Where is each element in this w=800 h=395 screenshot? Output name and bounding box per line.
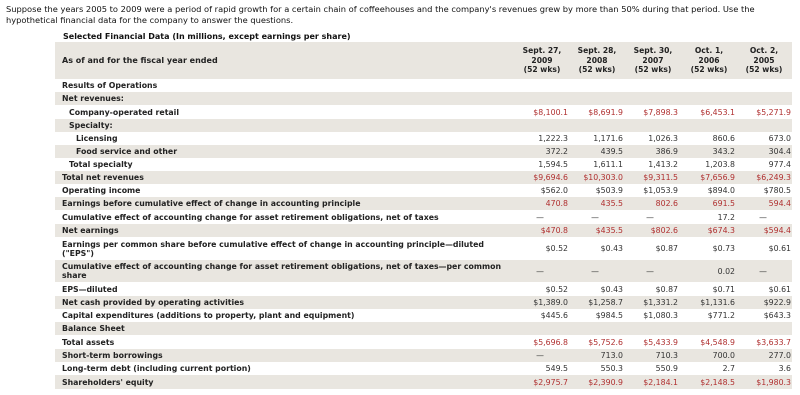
cell-value: 435.5	[600, 199, 623, 208]
table-row	[55, 260, 792, 282]
cell-value: 860.6	[712, 134, 735, 143]
cell-value: 691.5	[712, 199, 735, 208]
cell-value: $984.5	[595, 311, 623, 320]
cell-value: $643.3	[763, 311, 791, 320]
cell-value: 277.0	[768, 351, 791, 360]
cell-value: 0.02	[717, 266, 735, 276]
table-row	[55, 282, 792, 296]
column-header-line: Oct. 2,	[749, 46, 779, 55]
cell-value: 386.9	[655, 147, 678, 156]
column-header-line: 2008	[586, 55, 608, 65]
row-label: Earnings before cumulative effect of change in accounting principle	[62, 199, 361, 208]
table-title: Selected Financial Data (In millions, except earnings per share)	[63, 32, 351, 41]
financial-table	[55, 42, 792, 395]
column-header	[626, 46, 680, 75]
cell-value: $1,131.6	[700, 298, 735, 307]
cell-value: $0.43	[600, 244, 623, 253]
cell-value: $594.4	[763, 226, 791, 235]
cell-value: 802.6	[655, 199, 678, 208]
cell-value: $1,389.0	[533, 298, 568, 307]
column-header-line: (52 wks)	[578, 65, 616, 74]
cell-value: $5,271.9	[756, 107, 791, 117]
row-label: Cumulative effect of accounting change for asset retirement obligations, net of taxes—per common share	[62, 262, 502, 280]
cell-value: $802.6	[650, 226, 678, 235]
row-label: Results of Operations	[62, 81, 158, 90]
cell-value: —	[591, 212, 599, 222]
cell-value: 550.9	[655, 364, 678, 373]
cell-value: 673.0	[768, 134, 791, 143]
row-label: Total net revenues	[62, 173, 144, 182]
cell-value: —	[591, 266, 599, 276]
cell-value: 304.4	[768, 147, 791, 156]
table-row	[55, 309, 792, 322]
cell-value: $2,148.5	[700, 377, 735, 387]
cell-value: $9,694.6	[533, 173, 568, 182]
cell-value: 439.5	[600, 147, 623, 156]
row-label: Licensing	[76, 134, 118, 143]
table-row	[55, 105, 792, 119]
cell-value: $1,980.3	[756, 377, 791, 387]
cell-value: $445.6	[540, 311, 568, 320]
column-header-line: 2009	[531, 55, 553, 65]
cell-value: $0.61	[768, 284, 791, 294]
table-row	[55, 296, 792, 309]
row-label: Food service and other	[76, 147, 178, 156]
row-label: Long-term debt (including current portion)	[62, 364, 251, 373]
row-label: Net revenues:	[62, 94, 124, 103]
cell-value: $470.8	[540, 226, 568, 235]
table-row	[55, 375, 792, 389]
table-row	[55, 132, 792, 145]
table-row	[55, 158, 792, 171]
cell-value: $894.0	[707, 186, 735, 195]
column-header-line: (52 wks)	[745, 65, 783, 74]
cell-value: 713.0	[600, 351, 623, 360]
cell-value: 1,203.8	[705, 160, 735, 169]
row-label: Net earnings	[62, 226, 119, 235]
cell-value: $674.3	[707, 226, 735, 235]
row-label: Shareholders' equity	[62, 377, 154, 387]
row-label: Short-term borrowings	[62, 351, 163, 360]
table-row	[55, 335, 792, 349]
table-row	[55, 224, 792, 237]
cell-value: 2.7	[722, 364, 735, 373]
cell-value: $1,080.3	[643, 311, 678, 320]
cell-value: 470.8	[545, 199, 568, 208]
question-intro: Suppose the years 2005 to 2009 were a period of rapid growth for a certain chain of coffeehouses and the company's revenues grew by more than 50% during that period. Use the hypothetical financial data for the company to answer the questions.	[6, 4, 755, 25]
table-row	[55, 237, 792, 260]
cell-value: $2,390.9	[588, 377, 623, 387]
cell-value: $0.52	[545, 244, 568, 253]
cell-value: $0.87	[655, 244, 678, 253]
cell-value: $0.61	[768, 244, 791, 253]
table-row	[55, 210, 792, 224]
cell-value: 977.4	[768, 160, 791, 169]
table-row	[55, 171, 792, 184]
cell-value: $0.71	[712, 284, 735, 294]
column-header-line: Oct. 1,	[694, 46, 724, 55]
cell-value: —	[536, 266, 544, 276]
row-label: Balance Sheet	[62, 324, 125, 333]
cell-value: 372.2	[545, 147, 568, 156]
cell-value: $5,433.9	[643, 337, 678, 347]
column-header	[570, 46, 624, 75]
row-label: Total assets	[62, 337, 115, 347]
column-header-line: Sept. 30,	[633, 46, 673, 55]
column-header-line: (52 wks)	[690, 65, 728, 74]
table-row	[55, 197, 792, 210]
row-label: Capital expenditures (additions to property, plant and equipment)	[62, 311, 355, 320]
cell-value: $1,053.9	[643, 186, 678, 195]
cell-value: 1,594.5	[538, 160, 568, 169]
table-row	[55, 362, 792, 375]
table-row	[55, 119, 792, 132]
column-header-line: Sept. 28,	[577, 46, 617, 55]
row-label: Company-operated retail	[69, 107, 180, 117]
cell-value: —	[759, 266, 767, 276]
cell-value: —	[536, 351, 544, 360]
cell-value: $562.0	[540, 186, 568, 195]
column-header-line: 2005	[753, 55, 775, 65]
cell-value: 549.5	[545, 364, 568, 373]
cell-value: 1,026.3	[648, 134, 678, 143]
cell-value: $2,975.7	[533, 377, 568, 387]
cell-value: 700.0	[712, 351, 735, 360]
column-header	[682, 46, 736, 75]
cell-value: —	[759, 212, 767, 222]
row-label: Cumulative effect of accounting change for asset retirement obligations, net of taxes	[62, 212, 439, 222]
row-label: Total specialty	[69, 160, 133, 169]
header-label: As of and for the fiscal year ended	[62, 56, 218, 65]
cell-value: 710.3	[655, 351, 678, 360]
cell-value: $922.9	[763, 298, 791, 307]
cell-value: 594.4	[768, 199, 791, 208]
cell-value: 17.2	[717, 212, 735, 222]
cell-value: $4,548.9	[700, 337, 735, 347]
cell-value: —	[536, 212, 544, 222]
cell-value: $10,303.0	[583, 173, 623, 182]
table-row	[55, 145, 792, 158]
cell-value: $6,453.1	[700, 107, 735, 117]
cell-value: $9,311.5	[643, 173, 678, 182]
row-label: Net cash provided by operating activities	[62, 298, 245, 307]
column-header	[737, 46, 791, 75]
cell-value: —	[646, 212, 654, 222]
cell-value: $0.52	[545, 284, 568, 294]
table-row	[55, 92, 792, 105]
table-row	[55, 184, 792, 197]
column-header	[515, 46, 569, 75]
column-header-line: Sept. 27,	[522, 46, 562, 55]
cell-value: $7,656.9	[700, 173, 735, 182]
column-header-line: 2006	[698, 55, 720, 65]
cell-value: 1,611.1	[593, 160, 623, 169]
table-row	[55, 79, 792, 92]
cell-value: $780.5	[763, 186, 791, 195]
cell-value: 550.3	[600, 364, 623, 373]
table-row	[55, 349, 792, 362]
cell-value: 343.2	[712, 147, 735, 156]
row-label: Earnings per common share before cumulative effect of change in accounting principle—diluted ("EPS")	[62, 239, 484, 258]
cell-value: $8,100.1	[533, 107, 568, 117]
cell-value: $7,898.3	[643, 107, 678, 117]
cell-value: $2,184.1	[643, 377, 678, 387]
cell-value: $771.2	[707, 311, 735, 320]
cell-value: $503.9	[595, 186, 623, 195]
table-row	[55, 322, 792, 335]
cell-value: 1,222.3	[538, 134, 568, 143]
cell-value: $6,249.3	[756, 173, 791, 182]
cell-value: 1,413.2	[648, 160, 678, 169]
column-header-line: 2007	[642, 55, 664, 65]
cell-value: $1,258.7	[588, 298, 623, 307]
cell-value: —	[646, 266, 654, 276]
cell-value: $5,752.6	[588, 337, 623, 347]
cell-value: $1,331.2	[643, 298, 678, 307]
table-header	[55, 42, 792, 79]
row-label: EPS—diluted	[62, 284, 118, 294]
cell-value: $435.5	[595, 226, 623, 235]
cell-value: $0.87	[655, 284, 678, 294]
cell-value: 3.6	[778, 364, 791, 373]
row-label: Specialty:	[69, 121, 113, 130]
cell-value: $3,633.7	[756, 337, 791, 347]
cell-value: $0.73	[712, 244, 735, 253]
row-label: Operating income	[62, 186, 141, 195]
column-header-line: (52 wks)	[523, 65, 561, 74]
cell-value: $5,696.8	[533, 337, 568, 347]
cell-value: $8,691.9	[588, 107, 623, 117]
column-header-line: (52 wks)	[634, 65, 672, 74]
cell-value: 1,171.6	[593, 134, 623, 143]
cell-value: $0.43	[600, 284, 623, 294]
